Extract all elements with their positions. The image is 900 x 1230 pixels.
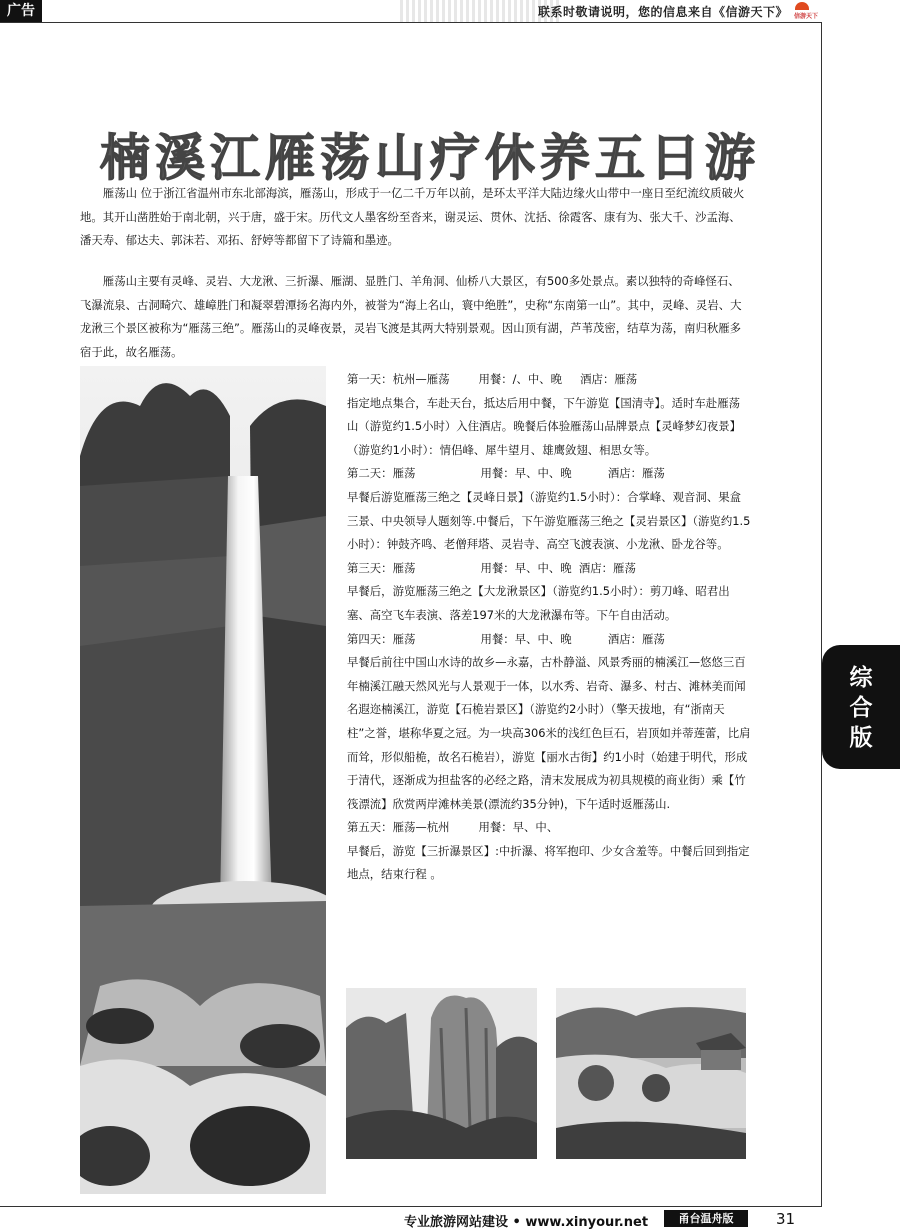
ad-label: 广告 bbox=[0, 0, 42, 22]
day-description: 早餐后游览雁荡三绝之【灵峰日景】（游览约1.5小时）：合掌峰、观音洞、果盒三景、中央领导人题刻等.中餐后，下午游览雁荡三绝之【灵岩景区】（游览约1.5小时）：钟鼓齐鸣、老僧拜塔、灵岩寺、高空飞渡表演、小龙湫、卧龙谷等。 bbox=[347, 489, 751, 552]
day-heading: 第一天：杭州—雁荡 用餐：/、中、晚 酒店：雁荡 bbox=[347, 372, 638, 386]
source-notice: 联系时敬请说明，您的信息来自《信游天下》 bbox=[538, 5, 789, 19]
village-river-photo bbox=[556, 988, 746, 1159]
section-tab-char: 合 bbox=[849, 695, 873, 721]
section-tab-char: 版 bbox=[849, 725, 873, 751]
day-heading: 第二天：雁荡 用餐：早、中、晚 酒店：雁荡 bbox=[347, 466, 665, 481]
section-tab bbox=[822, 645, 900, 769]
footer-text: 专业旅游网站建设 • www.xinyour.net bbox=[404, 1215, 649, 1230]
page-number: 31 bbox=[776, 1210, 796, 1228]
intro-paragraph: 雁荡山 位于浙江省温州市东北部海滨，雁荡山，形成于一亿二千万年以前，是环太平洋大陆边缘火山带中一座日至纪流纹质破火地。其开山凿胜始于南北朝，兴于唐，盛于宋。历代文人墨客纷至沓来，谢灵运、贯休、沈括、徐霞客、康有为、张大千、沙孟海、潘天寿、郁达夫、郭沫若、邓拓、舒婷等都留下了诗篇和墨迹。 bbox=[80, 186, 745, 247]
brand-logo bbox=[786, 1, 820, 21]
day-heading: 第三天：雁荡 用餐：早、中、晚 酒店：雁荡 bbox=[347, 560, 636, 575]
sun-icon bbox=[795, 2, 809, 10]
day-heading: 第五天：雁荡—杭州 用餐：早、中、 bbox=[347, 820, 559, 835]
footer bbox=[0, 1208, 900, 1230]
day-description: 指定地点集合，车赴天台，抵达后用中餐，下午游览【国清寺】。适时车赴雁荡山（游览约1.5小时）入住酒店。晚餐后体验雁荡山品牌景点【灵峰梦幻夜景】（游览约1小时）：情侣峰、犀牛望月、雄鹰敛翅、相思女等。 bbox=[347, 395, 742, 457]
top-bar bbox=[0, 0, 900, 22]
top-pattern bbox=[400, 0, 560, 22]
intro-paragraph: 雁荡山主要有灵峰、灵岩、大龙湫、三折瀑、雁湖、显胜门、羊角洞、仙桥八大景区，有500多处景点。素以独特的奇峰怪石、飞瀑流泉、古洞畸穴、雄嶂胜门和凝翠碧潭扬名海内外，被誉为“海上名山，寰中绝胜”，史称“东南第一山”。其中，灵峰、灵岩、大龙湫三个景区被称为“雁荡三绝”。雁荡山的灵峰夜景，灵岩飞渡是其两大特别景观。因山顶有湖，芦苇茂密，结草为荡，南归秋雁多宿于此，故名雁荡。 bbox=[80, 274, 742, 359]
section-tab-char: 综 bbox=[849, 665, 873, 691]
day-heading: 第四天：雁荡 用餐：早、中、晚 酒店：雁荡 bbox=[347, 631, 665, 646]
logo-text: 信游天下 bbox=[793, 13, 818, 20]
rock-peak-photo bbox=[346, 988, 537, 1159]
edition-tag: 甬台温舟版 bbox=[664, 1210, 748, 1227]
day-description: 早餐后，游览雁荡三绝之【大龙湫景区】（游览约1.5小时）：剪刀峰、昭君出塞、高空飞车表演、落差197米的大龙湫瀑布等。下午自由活动。 bbox=[347, 584, 730, 622]
waterfall-photo bbox=[80, 366, 326, 1194]
page-title: 楠溪江雁荡山疗休养五日游 bbox=[100, 129, 760, 187]
day-description: 早餐后，游览【三折瀑景区】:中折瀑、将军抱印、少女含羞等。中餐后回到指定地点，结束行程 。 bbox=[347, 843, 750, 882]
itinerary bbox=[347, 368, 751, 887]
day-description: 早餐后前往中国山水诗的故乡—永嘉，古朴静溢、风景秀丽的楠溪江—悠悠三百年楠溪江融天然风光与人景观于一体，以水秀、岩奇、瀑多、村古、滩林美而闻名遐迩楠溪江，游览【石桅岩景区】（游览约2小时）（擎天拔地，有“浙南天柱”之誉，堪称华夏之冠。为一块高306米的浅红色巨石，岩顶如并蒂莲蕾，比肩而耸，形似船桅，故名石桅岩），游览【丽水古街】约1小时（始建于明代，形成于清代，逐渐成为担盐客的必经之路，清末发展成为初具规模的商业街）乘【竹筏漂流】欣赏两岸滩林美景(漂流约35分钟)，下午适时返雁荡山. bbox=[347, 655, 751, 811]
